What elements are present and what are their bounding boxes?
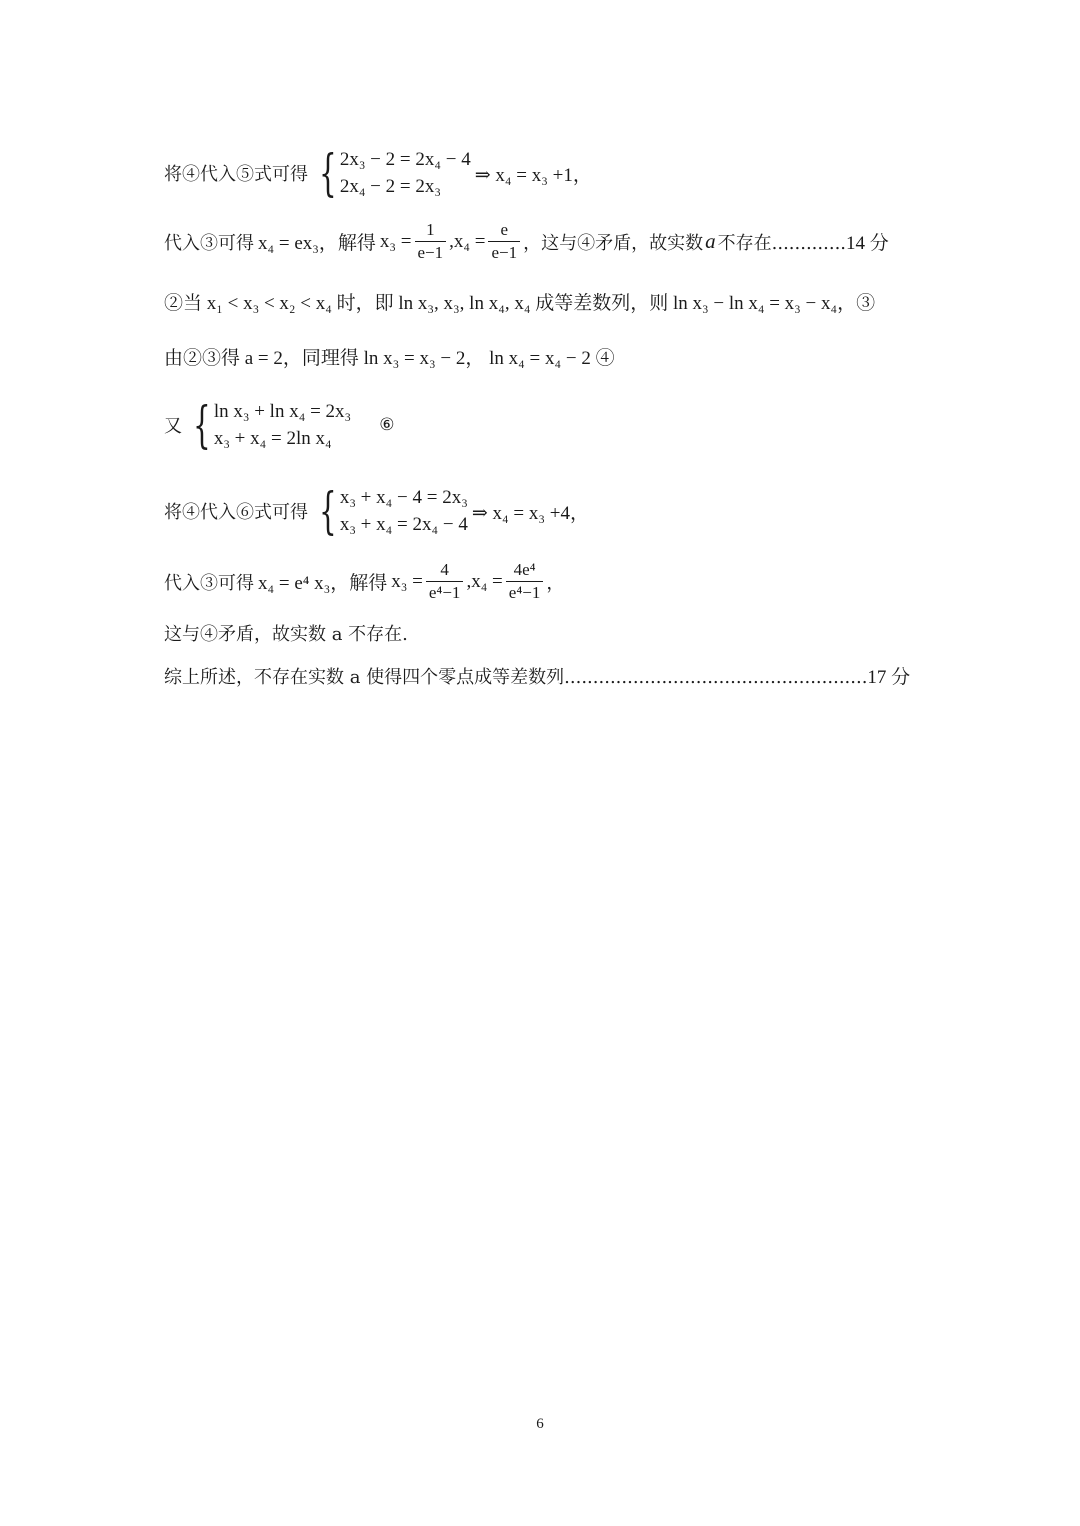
fraction-denominator: e⁴−1 — [426, 581, 464, 603]
fraction-numerator: 4e⁴ — [513, 560, 536, 579]
line-substitute-3-case2 — [164, 560, 564, 603]
line1-result: ⇒ x₄ = x₃ +1， — [474, 164, 592, 186]
fraction-denominator: e−1 — [415, 241, 447, 263]
system-row-2: 2x₄ − 2 = 2x₃ — [339, 176, 441, 197]
equation-system-6 — [186, 398, 351, 452]
fraction-x3 — [426, 560, 464, 603]
fraction-numerator: 4 — [440, 560, 449, 579]
line6-prefix: 将④代入⑥式可得 — [164, 502, 308, 523]
system-row-1: x₃ + x₄ − 4 = 2x₃ — [339, 487, 468, 508]
system-row-2: x₃ + x₄ = 2x₄ − 4 — [339, 514, 468, 535]
variable-a: a — [705, 229, 716, 253]
line-substitute-3-case1 — [164, 220, 889, 263]
equation-system-5 — [312, 146, 471, 200]
fraction-denominator: e⁴−1 — [506, 581, 544, 603]
line-case2 — [164, 288, 875, 315]
line7-prefix: 代入③可得 — [164, 572, 254, 594]
score-17: 17 分 — [867, 667, 911, 688]
line4-text: 由②③得 a = 2，同理得 ln x₃ = x₃ − 2， ln x₄ = x₄ − 2 ④ — [164, 348, 615, 369]
system-row-1: ln x₃ + ln x₄ = 2x₃ — [213, 401, 352, 422]
fraction-x4 — [488, 220, 520, 263]
line6-result: ⇒ x₄ = x₃ +4， — [471, 502, 589, 524]
line7-tail: ， — [546, 572, 565, 594]
page-number: 6 — [536, 1416, 544, 1432]
line-system-6 — [164, 398, 394, 452]
line3-text: ②当 x₁ < x₃ < x₂ < x₄ 时，即 ln x₃, x₃, ln x₄, x₄ 成等差数列，则 ln x₃ − ln x₄ = x₃ − x₄，③ — [164, 293, 876, 314]
line2-tail: ，这与④矛盾，故实数 — [523, 232, 704, 254]
x4-label: ,x₄ = — [449, 230, 486, 252]
system-row-2: x₃ + x₄ = 2ln x₄ — [213, 428, 332, 449]
x3-label: x₃ = — [379, 230, 412, 252]
line-a-equals-2 — [164, 343, 615, 370]
equation-system — [312, 484, 468, 538]
line-contradiction — [164, 620, 408, 646]
line2-equation: x₄ = ex₃，解得 — [258, 233, 376, 254]
x3-label: x₃ = — [391, 570, 423, 592]
line1-prefix: 将④代入⑤式可得 — [164, 164, 308, 185]
line-substitute-4-into-5 — [164, 146, 592, 200]
line-conclusion — [164, 662, 910, 689]
line2-prefix: 代入③可得 — [164, 232, 254, 254]
fraction-numerator: 1 — [426, 220, 435, 239]
fraction-numerator: e — [500, 220, 509, 239]
line-substitute-4-into-6 — [164, 484, 589, 538]
fraction-x4 — [506, 560, 544, 603]
line9-text: 综上所述，不存在实数 a 使得四个零点成等差数列..................................................... — [164, 666, 868, 688]
line5-prefix: 又 — [164, 416, 182, 437]
fraction-denominator: e−1 — [488, 241, 520, 263]
line8-text: 这与④矛盾，故实数 a 不存在. — [164, 624, 408, 645]
line7-equation: x₄ = e⁴ x₃，解得 — [258, 573, 388, 594]
fraction-x3 — [415, 220, 447, 263]
system-row-1: 2x₃ − 2 = 2x₄ − 4 — [339, 149, 471, 170]
x4-label: ,x₄ = — [466, 570, 503, 592]
line2-tail2: 不存在............. — [717, 232, 847, 254]
left-brace: { — [193, 396, 211, 454]
left-brace: { — [319, 144, 337, 202]
score-14: 14 分 — [846, 233, 889, 254]
equation-tag-6: ⑥ — [379, 415, 395, 435]
left-brace: { — [319, 482, 337, 540]
